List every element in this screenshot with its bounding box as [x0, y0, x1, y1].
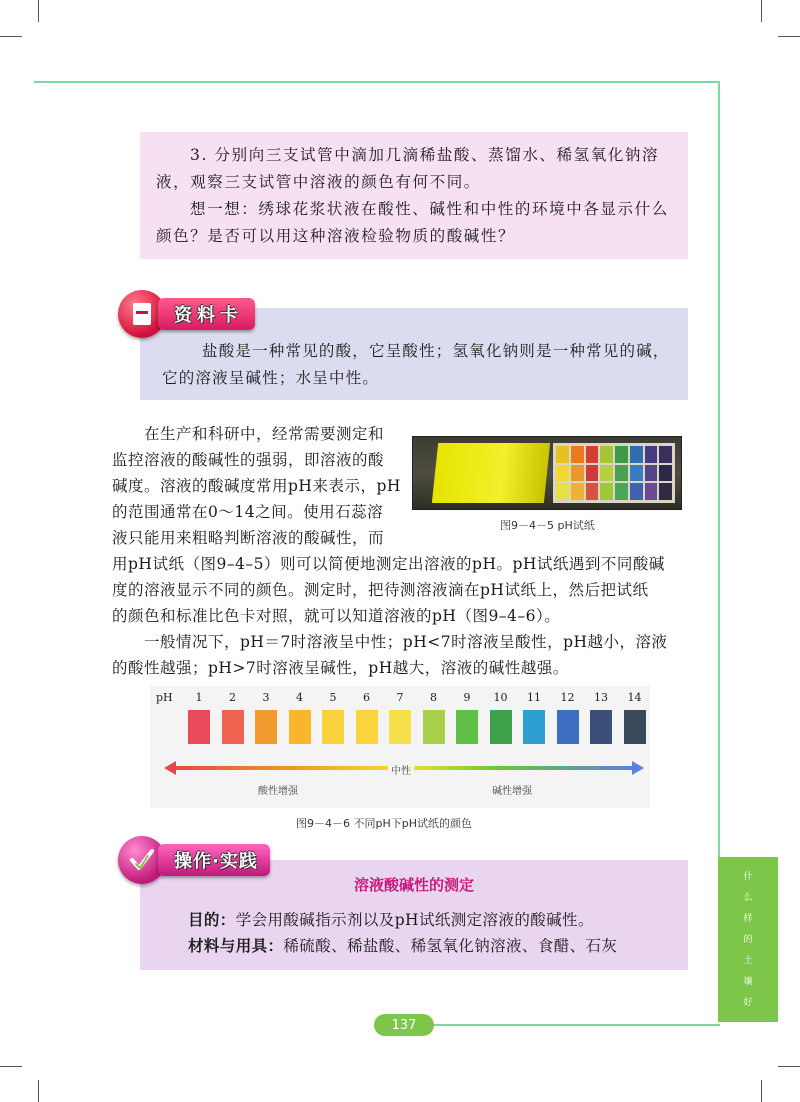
crop-mark	[778, 1066, 800, 1067]
color-chart-cell	[630, 446, 643, 463]
crop-mark	[0, 36, 22, 37]
color-chart-cell	[615, 465, 628, 482]
page-footer-line	[434, 1024, 720, 1026]
materials-text: 稀硫酸、稀盐酸、稀氢氧化钠溶液、食醋、石灰	[283, 937, 618, 955]
body-line-2: 监控溶液的酸碱性的强弱，即溶液的酸	[112, 451, 385, 469]
ph-number-10: 10	[493, 691, 508, 704]
color-chart-cell	[659, 465, 672, 482]
color-chart-cell	[586, 483, 599, 500]
practice-materials	[188, 933, 668, 959]
color-chart-cell	[615, 483, 628, 500]
body-line-8: 的颜色和标准比色卡对照，就可以知道溶液的pH（图9–4–6）。	[112, 607, 561, 625]
side-tab-char: 好	[743, 998, 753, 1008]
ph-swatch-7	[389, 710, 411, 744]
ph-swatch-12	[557, 710, 579, 744]
side-tab-char: 什	[743, 872, 753, 882]
document-icon	[130, 301, 154, 327]
ph-swatch-3	[255, 710, 277, 744]
crop-mark	[38, 1080, 39, 1102]
body-line-9: 一般情况下，pH＝7时溶液呈中性；pH<7时溶液呈酸性，pH越小，溶液	[144, 633, 668, 651]
page-number: 137	[374, 1014, 434, 1036]
body-line-7: 度的溶液显示不同的颜色。测定时，把待测溶液滴在pH试纸上，然后把试纸	[112, 581, 649, 599]
arrow-left-icon	[164, 761, 176, 775]
side-tab-char: 土	[743, 956, 753, 966]
info-card-text: 盐酸是一种常见的酸，它呈酸性；氢氧化钠则是一种常见的碱，它的溶液呈碱性；水呈中性。	[162, 342, 670, 387]
color-chart-cell	[630, 483, 643, 500]
info-card-badge	[118, 290, 255, 338]
arrow-right-icon	[632, 761, 644, 775]
color-chart-cell	[645, 483, 658, 500]
question-item-3: 3. 分别向三支试管中滴加几滴稀盐酸、蒸馏水、稀氢氧化钠溶液，观察三支试管中溶液的颜色有何不同。	[156, 146, 660, 191]
crop-mark	[0, 1066, 22, 1067]
chapter-side-tab	[718, 857, 778, 1022]
color-chart-cell	[659, 483, 672, 500]
color-chart-cell	[571, 465, 584, 482]
acid-label: 酸性增强	[258, 786, 298, 797]
body-line-5: 液只能用来粗略判断溶液的酸碱性，而	[112, 529, 385, 547]
side-tab-char: 么	[743, 893, 753, 903]
base-label: 碱性增强	[492, 786, 532, 797]
neutral-label: 中性	[388, 762, 414, 777]
body-line-3: 碱度。溶液的酸碱度常用pH来表示，pH	[112, 477, 401, 495]
ph-swatch-1	[188, 710, 210, 744]
color-chart-cell	[556, 446, 569, 463]
color-chart-cell	[571, 483, 584, 500]
ph-number-7: 7	[396, 691, 404, 704]
ph-color-chart	[553, 443, 675, 503]
ph-number-12: 12	[560, 691, 575, 704]
practice-purpose	[188, 907, 668, 933]
ph-swatch-14	[624, 710, 646, 744]
body-line-4: 的范围通常在0～14之间。使用石蕊溶	[112, 503, 384, 521]
practice-badge	[118, 836, 270, 884]
info-card-label: 资料卡	[158, 298, 255, 330]
side-tab-char: 的	[743, 935, 753, 945]
ph-swatch-11	[523, 710, 545, 744]
side-tab-char: 壤	[743, 977, 753, 987]
figure-caption-2: 图9－4－6 不同pH下pH试纸的颜色	[296, 817, 472, 830]
color-chart-cell	[600, 465, 613, 482]
color-chart-cell	[600, 483, 613, 500]
practice-title: 溶液酸碱性的测定	[353, 876, 474, 894]
color-chart-cell	[600, 446, 613, 463]
crop-mark	[38, 0, 39, 22]
page-frame-top	[34, 81, 720, 83]
color-chart-cell	[556, 465, 569, 482]
ph-number-2: 2	[229, 691, 236, 704]
ph-color-figure	[150, 686, 650, 808]
question-box	[140, 132, 688, 259]
color-chart-cell	[615, 446, 628, 463]
ph-number-11: 11	[527, 691, 541, 704]
ph-number-13: 13	[594, 691, 608, 704]
practice-label: 操作·实践	[158, 844, 270, 876]
crop-mark	[761, 1080, 762, 1102]
color-chart-cell	[645, 446, 658, 463]
ph-number-1: 1	[195, 691, 203, 704]
color-chart-cell	[645, 465, 658, 482]
ph-swatch-13	[590, 710, 612, 744]
think-question: 想一想：绣球花浆状液在酸性、碱性和中性的环境中各显示什么颜色？是否可以用这种溶液检验物质的酸碱性？	[156, 200, 669, 245]
ph-swatch-10	[490, 710, 512, 744]
ph-number-9: 9	[463, 691, 471, 704]
ph-swatch-8	[423, 710, 445, 744]
color-chart-cell	[630, 465, 643, 482]
ph-paper-strips	[432, 443, 550, 503]
ph-swatch-6	[356, 710, 378, 744]
ph-swatch-2	[222, 710, 244, 744]
color-chart-cell	[571, 446, 584, 463]
side-tab-char: 样	[743, 914, 753, 924]
figure-caption-1: 图9－4－5 pH试纸	[500, 519, 595, 532]
color-chart-cell	[586, 446, 599, 463]
checkmark-icon	[128, 846, 156, 874]
ph-number-6: 6	[363, 691, 370, 704]
materials-label: 材料与用具：	[188, 937, 284, 955]
ph-paper-photo	[412, 436, 682, 510]
ph-number-3: 3	[262, 691, 270, 704]
ph-number-5: 5	[329, 691, 337, 704]
body-line-10: 的酸性越强；pH>7时溶液呈碱性，pH越大，溶液的碱性越强。	[112, 659, 569, 677]
ph-swatch-4	[289, 710, 311, 744]
ph-swatch-5	[322, 710, 344, 744]
crop-mark	[778, 36, 800, 37]
color-chart-cell	[556, 483, 569, 500]
ph-number-4: 4	[296, 691, 303, 704]
ph-swatch-9	[456, 710, 478, 744]
ph-number-8: 8	[430, 691, 437, 704]
color-chart-cell	[586, 465, 599, 482]
body-line-1: 在生产和科研中，经常需要测定和	[144, 425, 385, 443]
body-line-6: 用pH试纸（图9–4–5）则可以简便地测定出溶液的pH。pH试纸遇到不同酸碱	[112, 555, 665, 573]
ph-number-14: 14	[627, 691, 642, 704]
ph-axis-label: pH	[156, 691, 173, 704]
purpose-text: 学会用酸碱指示剂以及pH试纸测定溶液的酸碱性。	[235, 911, 594, 929]
purpose-label: 目的：	[188, 911, 236, 929]
color-chart-cell	[659, 446, 672, 463]
crop-mark	[761, 0, 762, 22]
